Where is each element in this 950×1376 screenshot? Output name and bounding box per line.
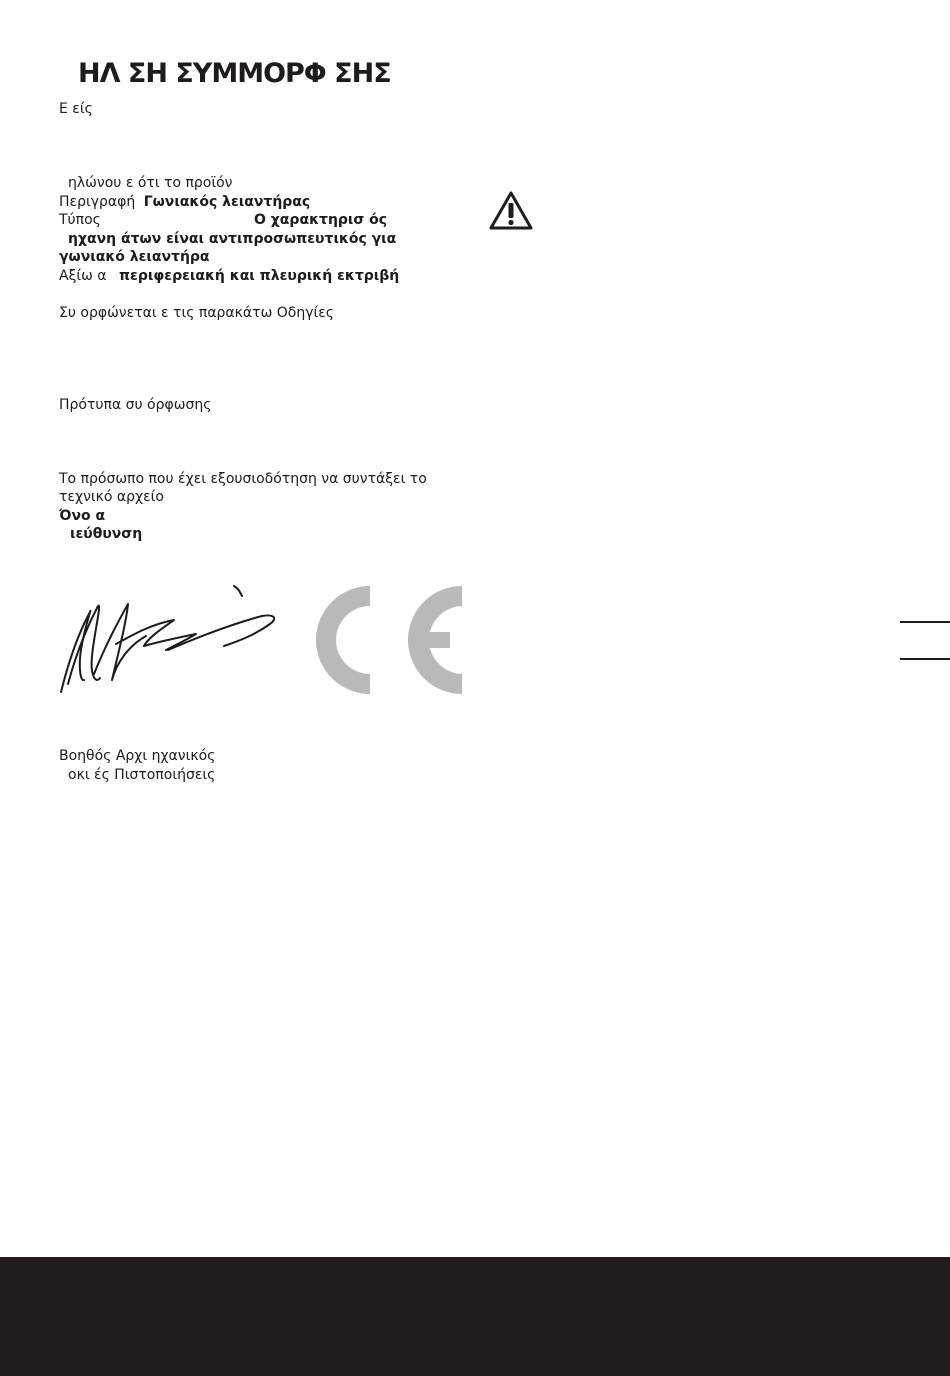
edge-rule-bottom — [900, 658, 950, 660]
ce-mark — [310, 584, 464, 696]
authorized-person-text: Το πρόσωπο που έχει εξουσιοδότηση να συντάξει το — [59, 471, 427, 487]
position-department: οκι ές Πιστοποιήσεις — [68, 767, 216, 783]
page-title: ΗΛ ΣΗ ΣΥΜΜΟΡΦ ΣΗΣ — [78, 58, 391, 89]
type-value: Ο χαρακτηρισ ός — [254, 212, 388, 228]
warning-triangle-icon — [488, 190, 534, 232]
function-value: περιφερειακή και πλευρική εκτριβή — [118, 268, 400, 284]
we-text: Ε είς — [59, 101, 93, 117]
description-value: Γωνιακός λειαντήρας — [143, 194, 311, 210]
type-continuation-1: ηχανη άτων είναι αντιπροσωπευτικός για — [68, 231, 397, 247]
description-row — [59, 193, 310, 211]
standards-text: Πρότυπα συ όρφωσης — [59, 397, 212, 413]
name-label: Όνο α — [59, 508, 106, 524]
type-label: Τύπος — [59, 212, 101, 228]
position-title: Βοηθός Αρχι ηχανικός — [59, 748, 216, 764]
technical-file-text: τεχνικό αρχείο — [59, 489, 164, 505]
function-row — [59, 267, 399, 285]
declare-text: ηλώνου ε ότι το προϊόν — [68, 175, 233, 191]
complies-text: Συ ορφώνεται ε τις παρακάτω Οδηγίες — [59, 305, 335, 321]
signature — [56, 584, 280, 698]
description-label: Περιγραφή — [59, 194, 136, 210]
function-label: Αξίω α — [59, 268, 107, 284]
type-continuation-2: γωνιακό λειαντήρα — [59, 249, 210, 265]
address-label: ιεύθυνση — [70, 526, 143, 542]
edge-rule-top — [900, 621, 950, 623]
footer-band — [0, 1257, 950, 1376]
